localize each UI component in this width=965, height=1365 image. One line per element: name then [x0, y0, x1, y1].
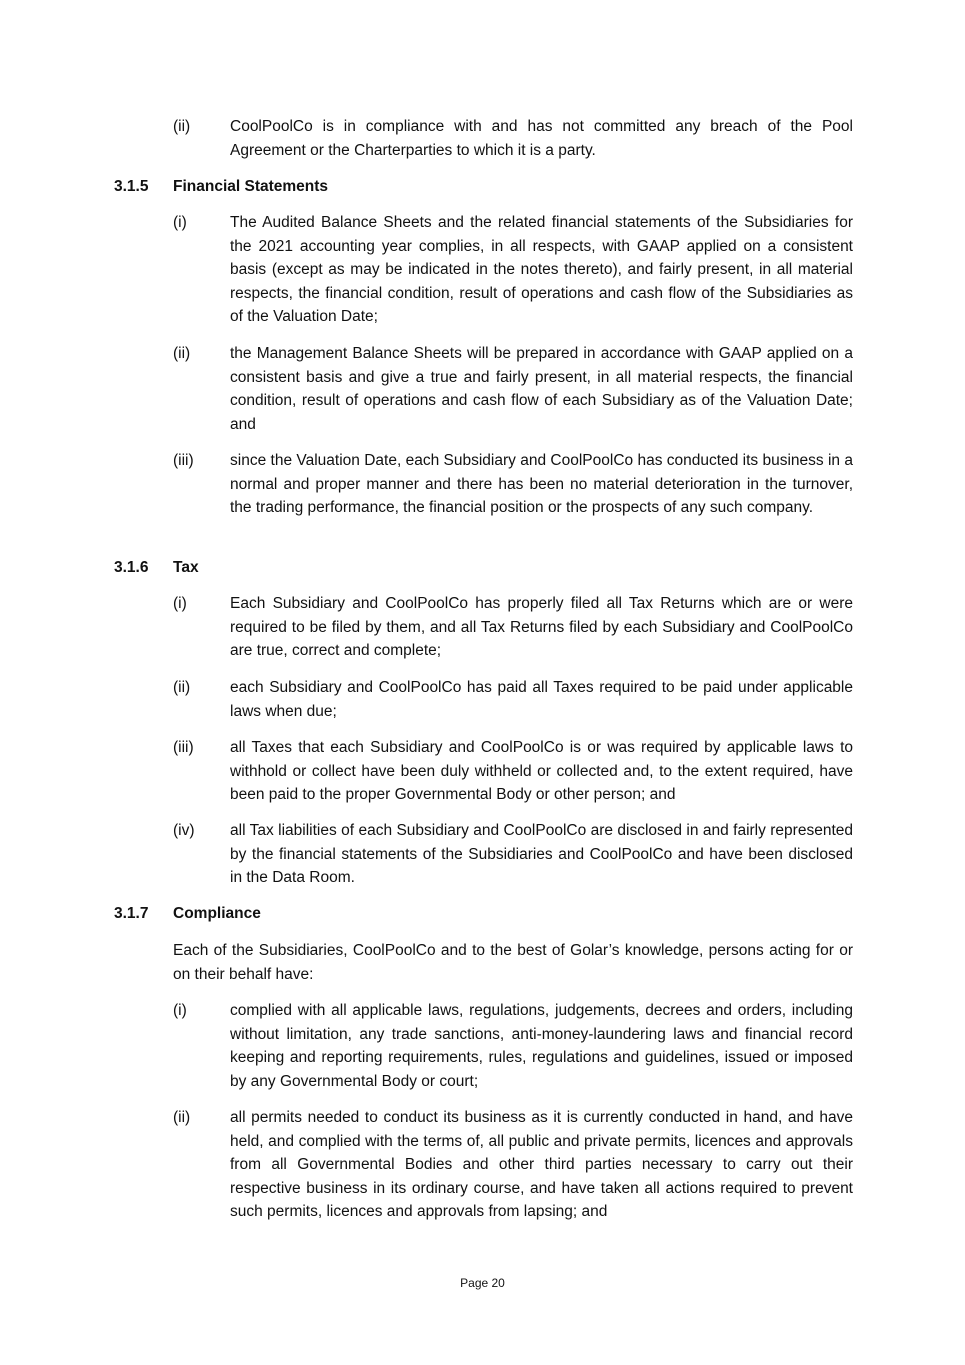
item-text: CoolPoolCo is in compliance with and has not committed any breach of the Pool Agreement or the Charterparties to which it is a party. — [230, 118, 853, 159]
item-number: (i) — [173, 214, 187, 231]
clause-item — [173, 736, 853, 807]
item-number: (ii) — [173, 1109, 191, 1126]
clause-item — [173, 999, 853, 1093]
item-number: (ii) — [173, 679, 191, 696]
item-number: (i) — [173, 595, 187, 612]
clause-item — [173, 819, 853, 890]
clause-item — [173, 592, 853, 663]
item-number: (i) — [173, 1002, 187, 1019]
item-number: (iii) — [173, 452, 194, 469]
item-text: Each Subsidiary and CoolPoolCo has properly filed all Tax Returns which are or were required to be filed by them, and all Tax Returns filed by each Subsidiary and CoolPoolCo are true, correct and complete; — [230, 595, 853, 659]
section-number: 3.1.6 — [114, 559, 149, 576]
item-text: all Taxes that each Subsidiary and CoolPoolCo is or was required by applicable laws to withhold or collect have been duly withheld or collected and, to the extent required, have been paid to the proper Governmental Body or other person; and — [230, 739, 853, 803]
section-title: Financial Statements — [173, 178, 329, 195]
section-heading-3-1-7 — [114, 902, 261, 926]
clause-item — [173, 115, 853, 162]
item-number: (ii) — [173, 118, 191, 135]
clause-item — [173, 211, 853, 329]
item-number: (ii) — [173, 345, 191, 362]
section-heading-3-1-6 — [114, 556, 199, 580]
item-text: all Tax liabilities of each Subsidiary and CoolPoolCo are disclosed in and fairly represented by the financial statements of the Subsidiaries and CoolPoolCo and have been disclosed in the Data Room. — [230, 822, 853, 886]
clause-item — [173, 342, 853, 436]
item-number: (iii) — [173, 739, 194, 756]
clause-item — [173, 449, 853, 520]
clause-item — [173, 1106, 853, 1224]
item-text: The Audited Balance Sheets and the related financial statements of the Subsidiaries for the 2021 accounting year complies, in all respects, with GAAP applied on a consistent basis (except as may be indicated in the notes thereto), and fairly present, in all material respects, the financial condition, result of operations and cash flow of the Subsidiaries as of the Valuation Date; — [230, 214, 853, 325]
section-title: Compliance — [173, 905, 261, 922]
clause-item — [173, 676, 853, 723]
item-text: the Management Balance Sheets will be prepared in accordance with GAAP applied on a consistent basis and give a true and fairly present, in all material respects, the financial condition, result of operations and cash flow of each Subsidiary as of the Valuation Date; and — [230, 345, 853, 433]
item-text: all permits needed to conduct its business as it is currently conducted in hand, and have held, and complied with the terms of, all public and private permits, licences and approvals from all Governmental Bodies and other third parties necessary to carry out their respective business in its ordinary course, and have taken all actions required to prevent such permits, licences and approvals from lapsing; and — [230, 1109, 853, 1220]
section-number: 3.1.7 — [114, 905, 149, 922]
item-number: (iv) — [173, 822, 195, 839]
section-number: 3.1.5 — [114, 178, 149, 195]
section-intro: Each of the Subsidiaries, CoolPoolCo and to the best of Golar’s knowledge, persons acting for or on their behalf have: — [173, 942, 853, 983]
page-number: Page 20 — [460, 1276, 505, 1290]
item-text: complied with all applicable laws, regulations, judgements, decrees and orders, including without limitation, any trade sanctions, anti-money-laundering laws and financial record keeping and reporting requirements, rules, regulations and guidelines, issued or imposed by any Governmental Body or court; — [230, 1002, 853, 1090]
section-heading-3-1-5 — [114, 175, 328, 199]
item-text: each Subsidiary and CoolPoolCo has paid all Taxes required to be paid under applicable laws when due; — [230, 679, 853, 720]
section-title: Tax — [173, 559, 199, 576]
item-text: since the Valuation Date, each Subsidiary and CoolPoolCo has conducted its business in a normal and proper manner and there has been no material deterioration in the turnover, the trading performance, the financial position or the prospects of any such company. — [230, 452, 853, 516]
